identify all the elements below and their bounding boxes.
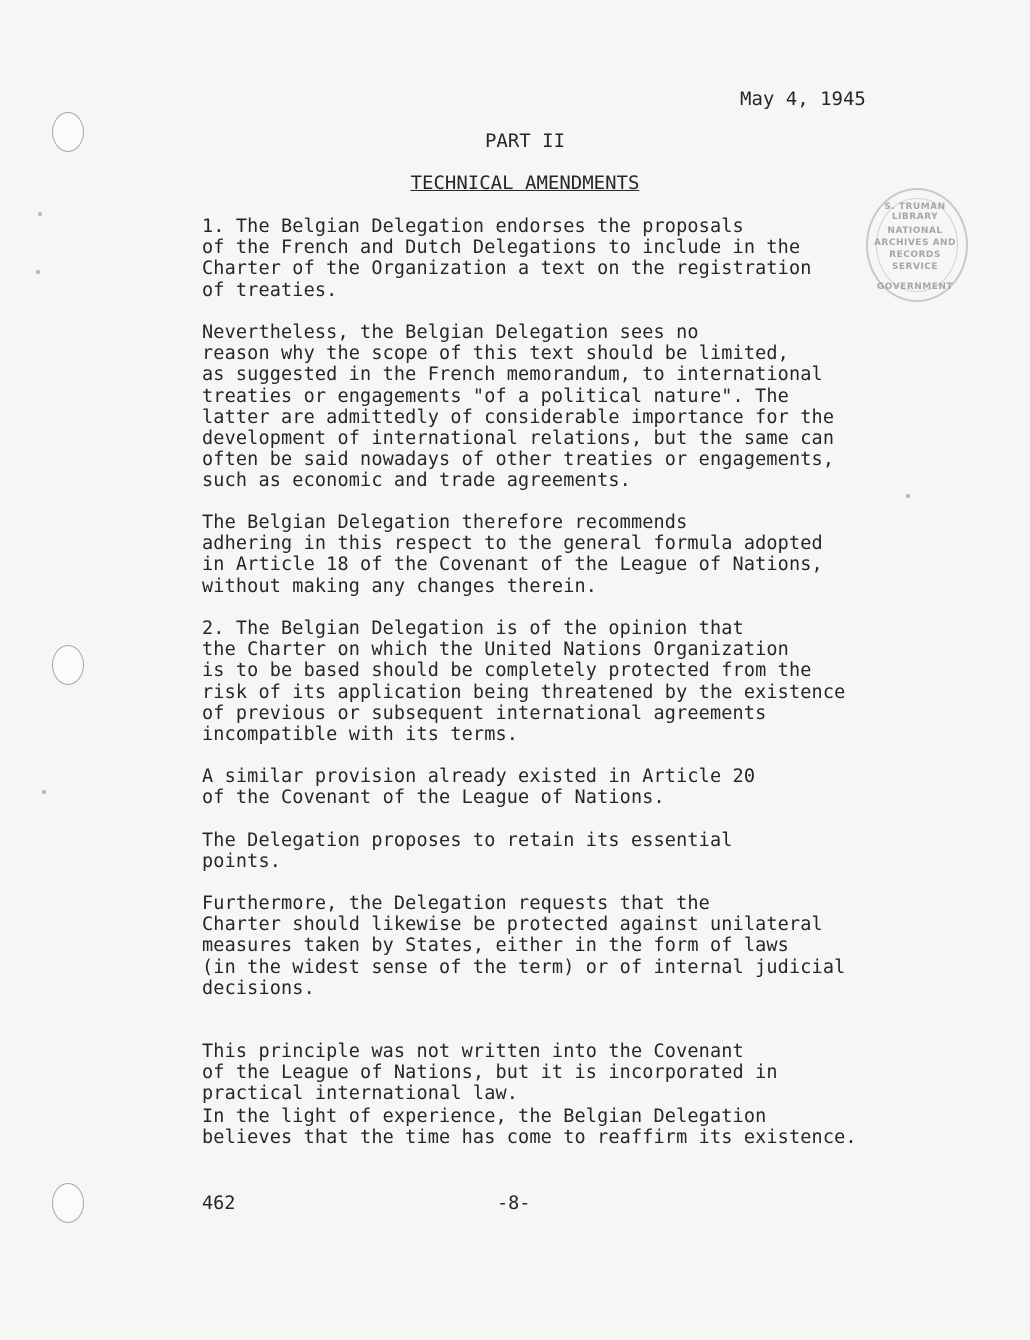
paper-speck (906, 494, 910, 498)
punch-hole (52, 1183, 84, 1223)
stamp-text: ARCHIVES AND (873, 238, 957, 248)
document-number: 462 (202, 1193, 236, 1214)
paragraph: This principle was not written into the Covenant of the League of Nations, but it is incorporated in practical international law. (202, 1041, 778, 1105)
paper-speck (42, 790, 46, 794)
paragraph: 2. The Belgian Delegation is of the opinion that the Charter on which the United Nations Organization is to be based should be completely protected from the risk of its application being threatened by the existence of previous or subsequent international agreements incompatible with its terms. (202, 618, 846, 746)
stamp-text: NATIONAL (887, 226, 943, 236)
punch-hole (52, 645, 84, 685)
stamp-text: S. TRUMAN LIBRARY (884, 202, 946, 222)
page-number: -8- (497, 1193, 531, 1214)
stamp-text: RECORDS (889, 250, 941, 260)
section-title: TECHNICAL AMENDMENTS (410, 172, 640, 194)
paper-speck (38, 212, 42, 216)
paragraph: A similar provision already existed in Article 20 of the Covenant of the League of Nations. (202, 766, 756, 809)
paragraph: 1. The Belgian Delegation endorses the proposals of the French and Dutch Delegations to include in the Charter of the Organization a text on the registration of treaties. (202, 216, 812, 301)
paragraph: The Delegation proposes to retain its essential points. (202, 830, 733, 873)
paragraph: Furthermore, the Delegation requests that the Charter should likewise be protected against unilateral measures taken by States, either in the form of laws (in the widest sense of the term) or of internal judicial decisions. (202, 893, 846, 999)
stamp-text: GOVERNMENT (876, 282, 954, 292)
paper-speck (36, 270, 40, 274)
paragraph: The Belgian Delegation therefore recommends adhering in this respect to the general formula adopted in Article 18 of the Covenant of the League of Nations, without making any changes therein. (202, 512, 823, 597)
paragraph: In the light of experience, the Belgian Delegation believes that the time has come to reaffirm its existence. (202, 1106, 857, 1149)
paragraph: Nevertheless, the Belgian Delegation sees no reason why the scope of this text should be limited, as suggested in the French memorandum, to international treaties or engagements "of a political nature". The latter are admittedly of considerable importance for the development of international relations, but the same can often be said nowadays of other treaties or engagements, such as economic and trade agreements. (202, 322, 835, 492)
part-title: PART II (484, 130, 566, 152)
stamp-text: SERVICE (891, 262, 939, 272)
document-date: May 4, 1945 (740, 88, 866, 110)
